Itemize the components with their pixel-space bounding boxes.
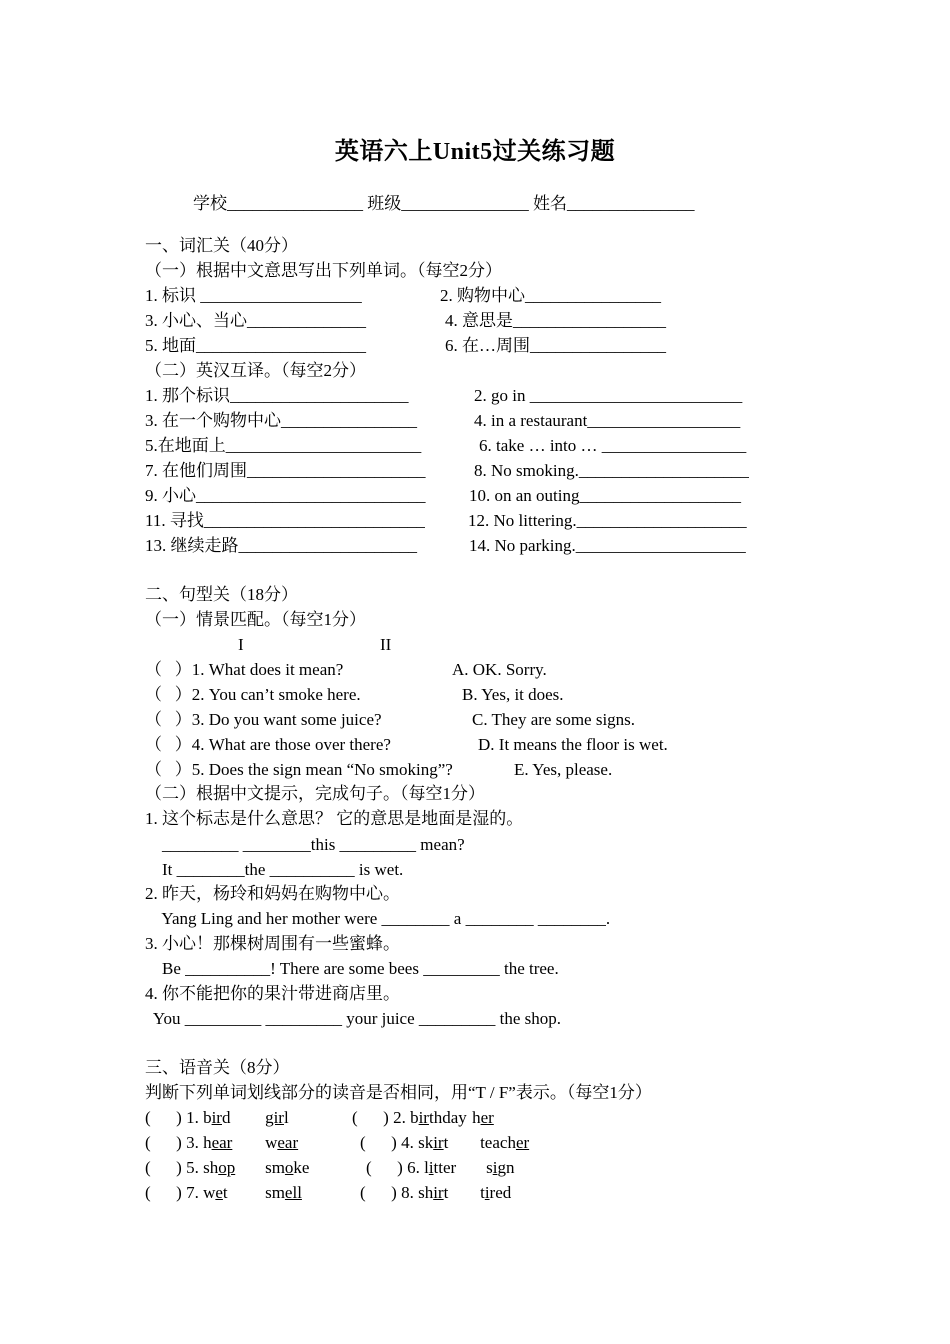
section2-heading: 二、句型关（18分） <box>145 585 298 604</box>
translate-item: 4. in a restaurant__________________ <box>474 411 741 430</box>
translate-item: 7. 在他们周围_____________________ <box>145 461 426 480</box>
section3-heading: 三、语音关（8分） <box>145 1058 290 1077</box>
phonics-word-2: girl <box>265 1108 289 1127</box>
page-title: 英语六上Unit5过关练习题 <box>334 139 616 165</box>
vocab-item: 4. 意思是__________________ <box>445 311 666 330</box>
match-question: （ ）5. Does the sign mean “No smoking”? <box>145 760 453 779</box>
phonics-item <box>352 1105 494 1130</box>
phonics-word-2: smell <box>265 1183 302 1202</box>
phonics-item <box>366 1155 514 1180</box>
translate-item: 12. No littering.____________________ <box>468 511 747 530</box>
answer-parentheses: ( ) 3. <box>145 1133 204 1152</box>
translate-item: 9. 小心___________________________ <box>145 486 426 505</box>
phonics-word-1: skirt <box>418 1133 449 1152</box>
phonics-word-2: wear <box>265 1133 299 1152</box>
phonics-item <box>145 1105 289 1130</box>
vocab-item: 5. 地面____________________ <box>145 336 366 355</box>
phonics-item <box>360 1180 511 1205</box>
match-answer: D. It means the floor is wet. <box>478 735 668 754</box>
translate-item: 14. No parking.____________________ <box>469 536 746 555</box>
phonics-word-2: smoke <box>265 1158 310 1177</box>
sentence-prompt: 2. 昨天，杨玲和妈妈在购物中心。 <box>145 884 400 903</box>
answer-parentheses: ( ) 1. <box>145 1108 204 1127</box>
phonics-word-1: birthday <box>410 1108 467 1127</box>
translate-item: 10. on an outing___________________ <box>469 486 741 505</box>
phonics-word-2: sign <box>486 1158 515 1177</box>
sentence-blank-line: It ________the __________ is wet. <box>145 860 404 879</box>
phonics-word-1: litter <box>424 1158 457 1177</box>
translate-item: 5.在地面上_______________________ <box>145 436 422 455</box>
answer-parentheses: ( ) 6. <box>366 1158 425 1177</box>
match-answer: B. Yes, it does. <box>462 685 564 704</box>
sentence-blank-line: You _________ _________ your juice _________ the shop. <box>145 1009 562 1028</box>
sentence-prompt: 1. 这个标志是什么意思？ 它的意思是地面是湿的。 <box>145 809 524 828</box>
answer-parentheses: ( ) 2. <box>352 1108 411 1127</box>
phonics-word-1: wet <box>203 1183 228 1202</box>
answer-parentheses: ( ) 7. <box>145 1183 204 1202</box>
answer-parentheses: ( ) 4. <box>360 1133 419 1152</box>
vocab-item: 6. 在…周围________________ <box>445 336 666 355</box>
section1-heading: 一、词汇关（40分） <box>145 236 298 255</box>
section2-part1-heading: （一）情景匹配。（每空1分） <box>145 610 366 629</box>
phonics-word-2: her <box>472 1108 494 1127</box>
section3-instruction: 判断下列单词划线部分的读音是否相同，用“T / F”表示。（每空1分） <box>145 1083 652 1102</box>
phonics-word-1: bird <box>203 1108 231 1127</box>
vocab-item: 3. 小心、当心______________ <box>145 311 366 330</box>
translate-item: 13. 继续走路_____________________ <box>145 536 417 555</box>
translate-item: 11. 寻找__________________________ <box>145 511 425 530</box>
match-question: （ ）1. What does it mean? <box>145 660 344 679</box>
translate-item: 3. 在一个购物中心________________ <box>145 411 417 430</box>
translate-item: 2. go in _________________________ <box>474 386 743 405</box>
answer-parentheses: ( ) 5. <box>145 1158 204 1177</box>
section2-part2-heading: （二）根据中文提示，完成句子。（每空1分） <box>145 784 485 803</box>
sentence-blank-line: Be __________! There are some bees _________ the tree. <box>145 959 559 978</box>
phonics-word-2: teacher <box>480 1133 530 1152</box>
match-answer: E. Yes, please. <box>514 760 613 779</box>
phonics-word-2: tired <box>480 1183 512 1202</box>
match-question: （ ）2. You can’t smoke here. <box>145 685 361 704</box>
section1-part2-heading: （二）英汉互译。（每空2分） <box>145 361 366 380</box>
phonics-word-1: shop <box>203 1158 236 1177</box>
sentence-prompt: 3. 小心！那棵树周围有一些蜜蜂。 <box>145 934 400 953</box>
phonics-item <box>145 1155 309 1180</box>
sentence-prompt: 4. 你不能把你的果汁带进商店里。 <box>145 984 400 1003</box>
translate-item: 8. No smoking.____________________ <box>474 461 749 480</box>
vocab-item: 2. 购物中心________________ <box>440 286 661 305</box>
match-question: （ ）3. Do you want some juice? <box>145 710 382 729</box>
translate-item: 6. take … into … _________________ <box>479 436 747 455</box>
student-info-line: 学校________________ 班级_______________ 姓名_______________ <box>193 194 695 213</box>
match-question: （ ）4. What are those over there? <box>145 735 391 754</box>
phonics-item <box>145 1130 298 1155</box>
column-label-ii: II <box>380 635 392 654</box>
match-answer: A. OK. Sorry. <box>452 660 547 679</box>
sentence-blank-line: Yang Ling and her mother were ________ a ________ ________. <box>145 909 611 928</box>
translate-item: 1. 那个标识_____________________ <box>145 386 409 405</box>
vocab-item: 1. 标识 ___________________ <box>145 286 362 305</box>
phonics-word-1: shirt <box>418 1183 449 1202</box>
phonics-item <box>360 1130 529 1155</box>
column-label-i: I <box>238 635 244 654</box>
phonics-word-1: hear <box>203 1133 233 1152</box>
sentence-blank-line: _________ ________this _________ mean? <box>145 835 465 854</box>
answer-parentheses: ( ) 8. <box>360 1183 419 1202</box>
phonics-item <box>145 1180 302 1205</box>
match-answer: C. They are some signs. <box>472 710 636 729</box>
section1-part1-heading: （一）根据中文意思写出下列单词。（每空2分） <box>145 261 502 280</box>
